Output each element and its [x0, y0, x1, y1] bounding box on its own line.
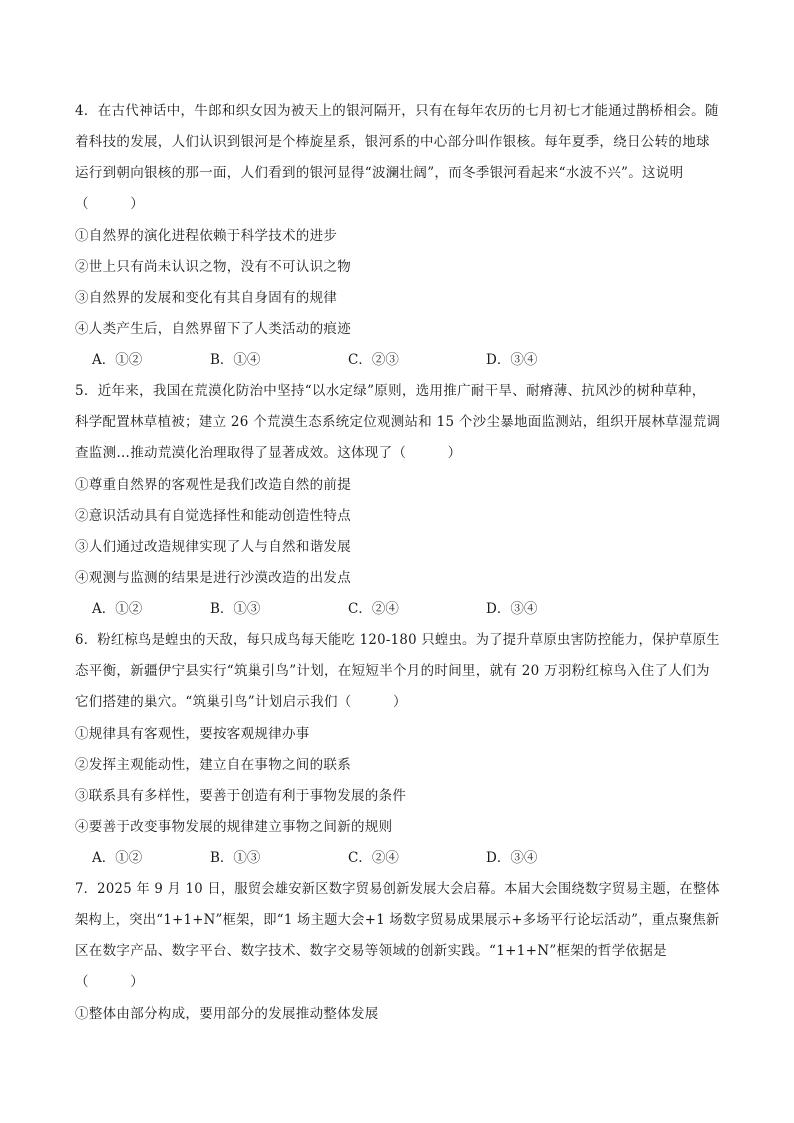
statement-1: ①尊重自然界的客观性是我们改造自然的前提	[75, 477, 351, 493]
question-stem-line: 4．在古代神话中，牛郎和织女因为被天上的银河隔开，只有在每年农历的七月初七才能通过鹊桥相会。随	[75, 103, 719, 119]
option-b: B．①③	[210, 850, 261, 866]
option-d: D．③④	[486, 850, 538, 866]
question-stem-line: 态平衡，新疆伊宁县实行“筑巢引鸟”计划，在短短半个月的时间里，就有 20 万羽粉红椋鸟入住了人们为	[75, 663, 710, 679]
question-stem-line: 7．2025 年 9 月 10 日，服贸会雄安新区数字贸易创新发展大会启幕。本届大会围绕数字贸易主题，在整体	[75, 881, 720, 897]
statement-3: ③联系具有多样性，要善于创造有利于事物发展的条件	[75, 788, 407, 804]
option-a: A．①②	[92, 352, 143, 368]
question-stem-line: 科学配置林草植被；建立 26 个荒漠生态系统定位观测站和 15 个沙尘暴地面监测站，组织开展林草湿荒调	[75, 414, 721, 430]
option-a: A．①②	[92, 850, 143, 866]
statement-1: ①自然界的演化进程依赖于科学技术的进步	[75, 228, 338, 244]
statement-2: ②发挥主观能动性，建立自在事物之间的联系	[75, 757, 351, 773]
question-stem-line: 5．近年来，我国在荒漠化防治中坚持“以水定绿”原则，选用推广耐干旱、耐瘠薄、抗风沙的树种草种，	[75, 383, 706, 399]
question-stem-line: 运行到朝向银核的那一面，人们看到的银河显得“波澜壮阔”，而冬季银河看起来“水波不兴”。这说明	[75, 165, 684, 181]
statement-1: ①规律具有客观性，要按客观规律办事	[75, 726, 310, 742]
option-a: A．①②	[92, 601, 143, 617]
option-c: C．②④	[348, 601, 399, 617]
option-c: C．②③	[348, 352, 399, 368]
option-d: D．③④	[486, 601, 538, 617]
statement-1: ①整体由部分构成，要用部分的发展推动整体发展	[75, 1006, 379, 1022]
statement-4: ④观测与监测的结果是进行沙漠改造的出发点	[75, 570, 351, 586]
question-stem-line: 6．粉红椋鸟是蝗虫的天敌，每只成鸟每天能吃 120-180 只蝗虫。为了提升草原虫害防控能力，保护草原生	[75, 632, 720, 648]
question-stem-line: 查监测…推动荒漠化治理取得了显著成效。这体现了（ ）	[75, 445, 462, 461]
answer-blank: （ ）	[75, 196, 144, 212]
statement-4: ④要善于改变事物发展的规律建立事物之间新的规则	[75, 819, 393, 835]
statement-4: ④人类产生后，自然界留下了人类活动的痕迹	[75, 321, 351, 337]
statement-2: ②意识活动具有自觉选择性和能动创造性特点	[75, 508, 351, 524]
option-c: C．②④	[348, 850, 399, 866]
statement-3: ③自然界的发展和变化有其自身固有的规律	[75, 290, 338, 306]
option-b: B．①③	[210, 601, 261, 617]
option-d: D．③④	[486, 352, 538, 368]
question-stem-line: 架构上，突出“1+1+N”框架，即“1 场主题大会+1 场数字贸易成果展示+多场平行论坛活动”，重点聚焦新	[75, 912, 720, 928]
statement-2: ②世上只有尚未认识之物，没有不可认识之物	[75, 259, 351, 275]
question-stem-line: 区在数字产品、数字平台、数字技术、数字交易等领域的创新实践。“1+1+N”框架的哲学依据是	[75, 943, 667, 959]
answer-blank: （ ）	[75, 974, 144, 990]
statement-3: ③人们通过改造规律实现了人与自然和谐发展	[75, 539, 351, 555]
question-stem-line: 着科技的发展，人们认识到银河是个棒旋星系，银河系的中心部分叫作银核。每年夏季，绕日公转的地球	[75, 134, 710, 150]
question-stem-line: 它们搭建的巢穴。“筑巢引鸟”计划启示我们（ ）	[75, 694, 407, 710]
option-b: B．①④	[210, 352, 261, 368]
